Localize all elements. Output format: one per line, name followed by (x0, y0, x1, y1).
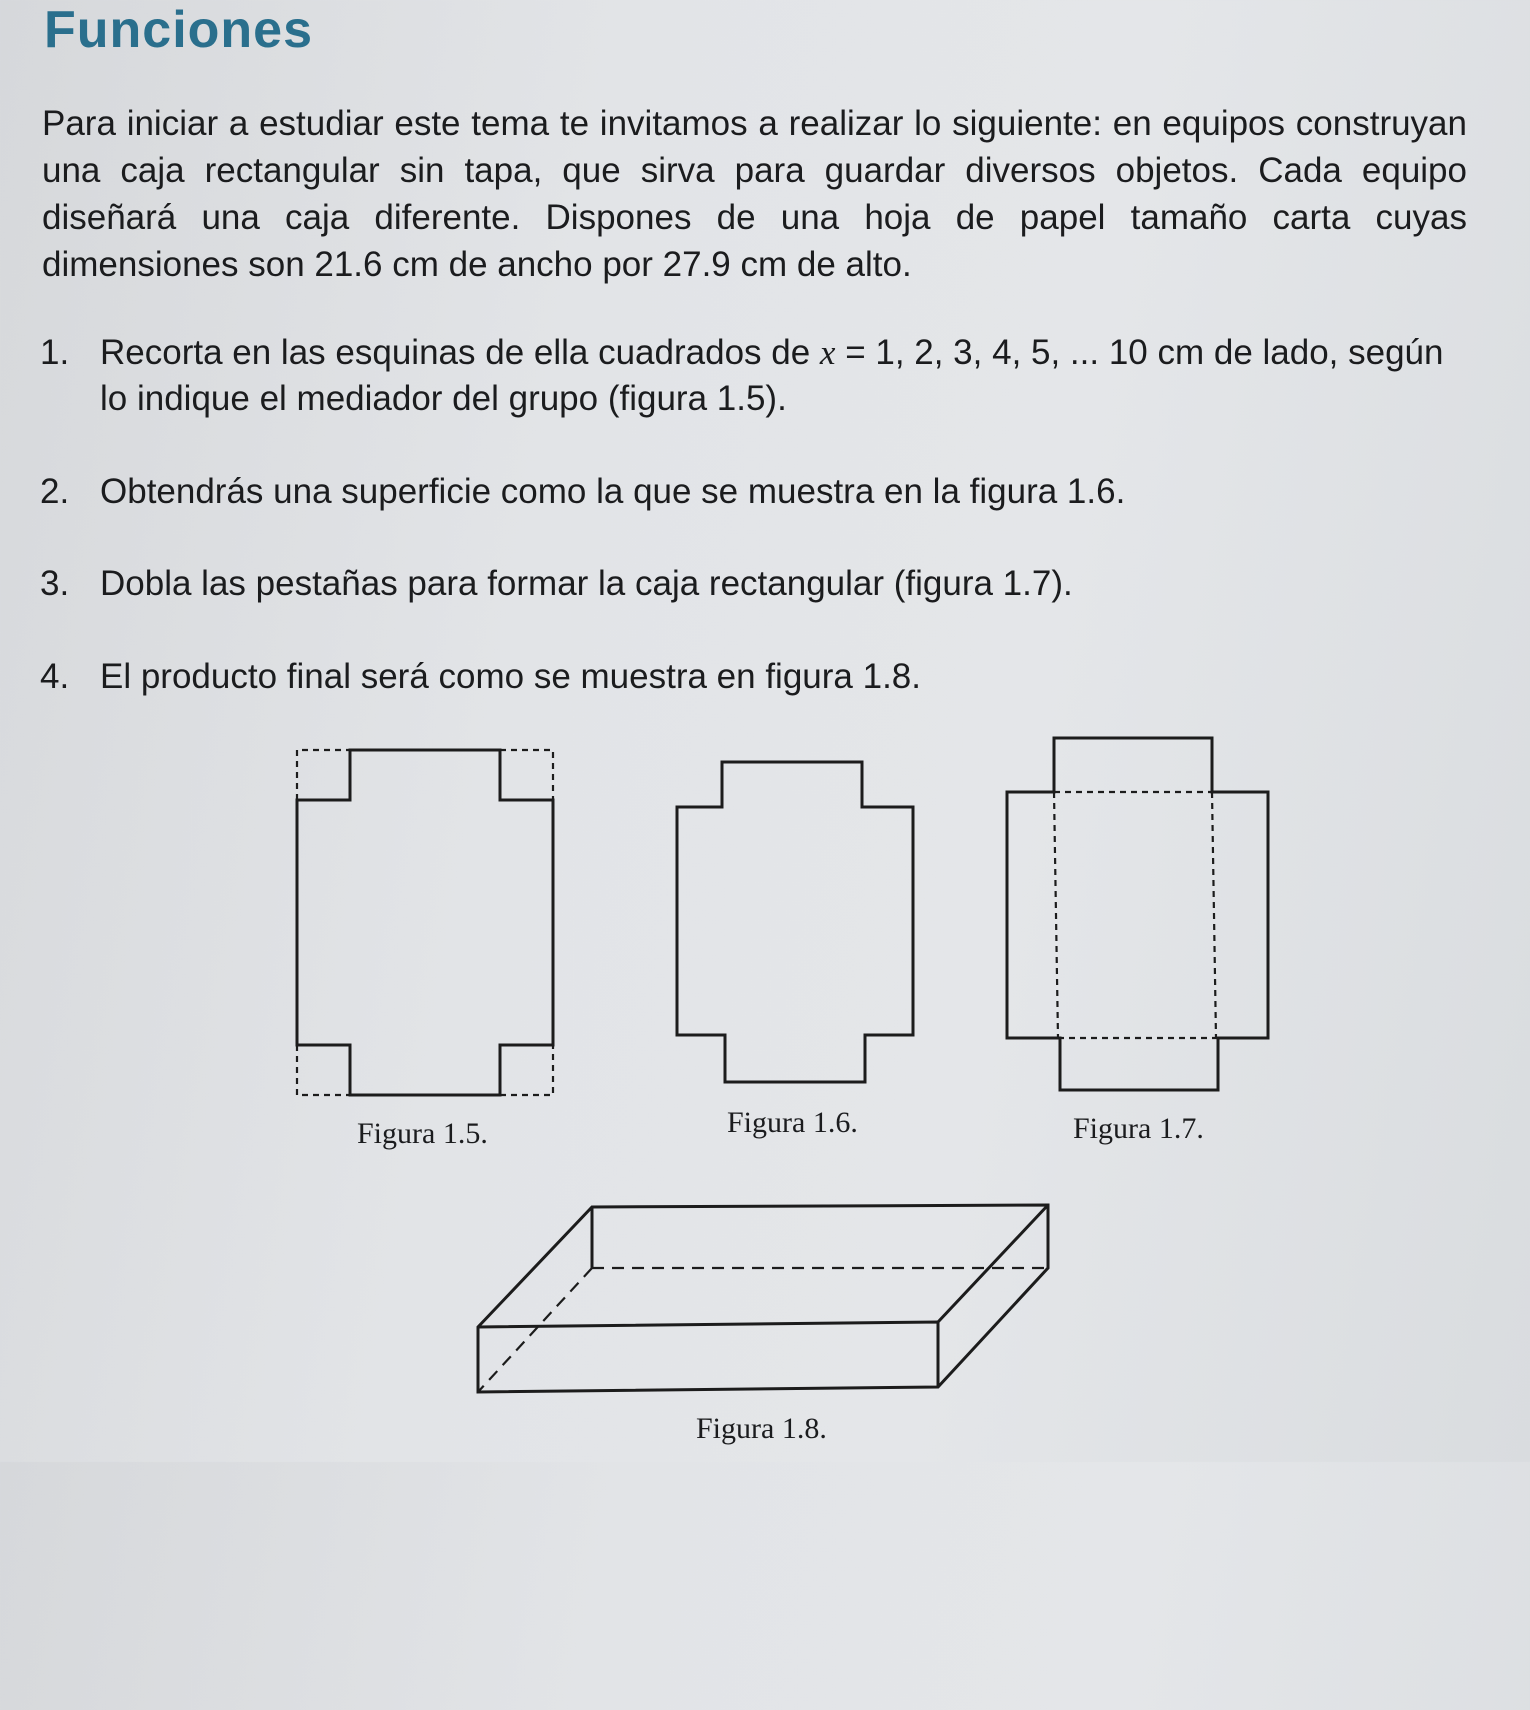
list-item-4 (40, 654, 1480, 700)
list-item-number: 3. (40, 564, 70, 603)
intro-paragraph: Para iniciar a estudiar este tema te invitamos a realizar lo siguiente: en equipos construyan una caja rectangular sin tapa, que sirva para guardar diversos objetos. Cada equipo diseñará una caja diferente. Dispones de una hoja de papel tamaño carta cuyas dimensiones son 21.6 cm de ancho por 27.9 cm de alto. (42, 104, 1467, 284)
list-item-number: 4. (40, 657, 70, 696)
figure-1-6-caption: Figura 1.6. (727, 1106, 858, 1139)
list-item-2 (40, 469, 1480, 515)
figure-1-5-caption: Figura 1.5. (357, 1117, 488, 1150)
list-item-3 (40, 561, 1480, 607)
list-item-number: 1. (40, 333, 70, 372)
figure-1-7-diagram (990, 725, 1290, 1105)
figure-1-5-diagram (280, 735, 570, 1115)
variable-x: x (819, 333, 836, 372)
list-item-1 (40, 330, 1480, 422)
figure-1-7-caption: Figura 1.7. (1073, 1112, 1204, 1145)
list-item-text: Dobla las pestañas para formar la caja rectangular (figura 1.7). (100, 564, 1073, 603)
list-item-text: Obtendrás una superficie como la que se muestra en la figura 1.6. (100, 472, 1126, 511)
section-title: Funciones (44, 1, 314, 59)
list-item-number: 2. (40, 472, 70, 511)
list-item-text: El producto final será como se muestra en figura 1.8. (100, 657, 921, 696)
list-item-text: Recorta en las esquinas de ella cuadrados de x = 1, 2, 3, 4, 5, ... 10 cm de lado, según lo indique el mediador del grupo (figura 1.5). (100, 333, 1444, 418)
figure-1-8-caption: Figura 1.8. (696, 1412, 827, 1445)
figure-1-8-diagram (460, 1190, 1070, 1710)
figure-1-6-diagram (660, 745, 930, 1095)
